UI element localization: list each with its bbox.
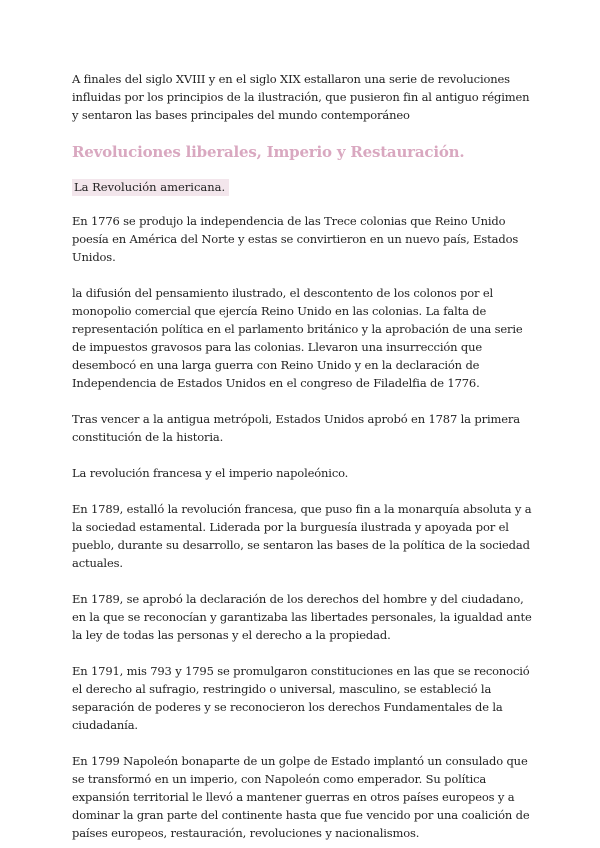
paragraph-independence: En 1776 se produjo la independencia de las Trece colonias que Reino Unido poesía en América del Norte y estas se convirtieron en un nuevo país, Estados Unidos. xyxy=(72,214,519,264)
paragraph-french-revolution-title: La revolución francesa y el imperio napoleónico. xyxy=(72,466,349,480)
paragraph-constitution: Tras vencer a la antigua metrópoli, Estados Unidos aprobó en 1787 la primera constitución de la historia. xyxy=(72,412,520,444)
paragraph-french-revolution: En 1789, estalló la revolución francesa, que puso fin a la monarquía absoluta y a la sociedad estamental. Liderada por la burguesía ilustrada y apoyada por el pueblo, durante su desarrollo, se sentaron las bases de la política de la sociedad actuales. xyxy=(72,502,532,570)
intro-paragraph: A finales del siglo XVIII y en el siglo XIX estallaron una serie de revoluciones influidas por los principios de la ilustración, que pusieron fin al antiguo régimen y sentaron las bases principales del mundo contemporáneo xyxy=(72,72,530,122)
paragraph-constitutions: En 1791, mis 793 y 1795 se promulgaron constituciones en las que se reconoció el derecho al sufragio, restringido o universal, masculino, se estableció la separación de poderes y se reconocieron los derechos Fundamentales de la ciudadanía. xyxy=(72,664,530,732)
paragraph-causes: la difusión del pensamiento ilustrado, el descontento de los colonos por el monopolio comercial que ejercía Reino Unido en las colonias. La falta de representación política en el parlamento británico y la aprobación de una serie de impuestos gravosos para las colonias. Llevaron una insurrección que desembocó en una larga guerra con Reino Unido y en la declaración de Independencia de Estados Unidos en el congreso de Filadelfia de 1776. xyxy=(72,286,523,390)
section-heading: Revoluciones liberales, Imperio y Restauración. xyxy=(72,143,465,161)
paragraph-rights-declaration: En 1789, se aprobó la declaración de los derechos del hombre y del ciudadano, en la que se reconocían y garantizaba las libertades personales, la igualdad ante la ley de todas las personas y el derecho a la propiedad. xyxy=(72,592,532,642)
document-page xyxy=(72,70,532,842)
highlighted-subheading: La Revolución americana. xyxy=(72,179,229,196)
paragraph-napoleon: En 1799 Napoleón bonaparte de un golpe de Estado implantó un consulado que se transformó en un imperio, con Napoleón como emperador. Su política expansión territorial le llevó a mantener guerras en otros países europeos y a dominar la gran parte del continente hasta que fue vencido por una coalición de países europeos, restauración, revoluciones y nacionalismos. xyxy=(72,754,530,840)
